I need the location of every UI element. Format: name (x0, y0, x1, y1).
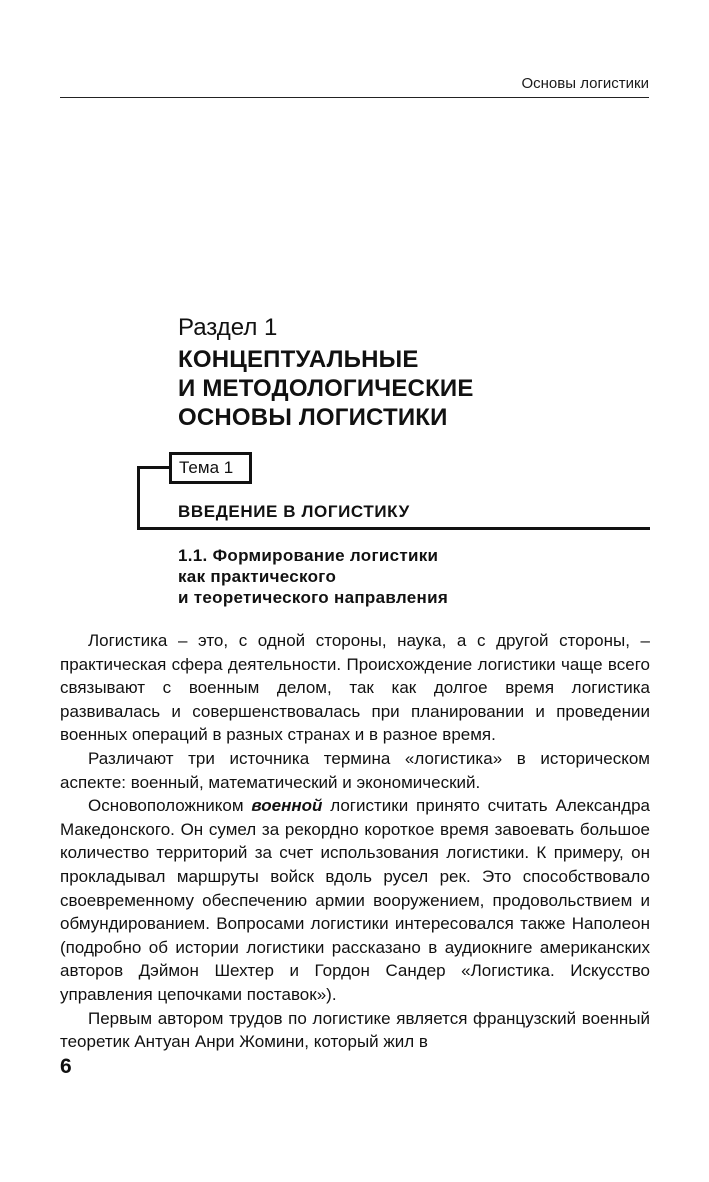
subsection-heading (178, 545, 448, 608)
paragraph: Первым автором трудов по логистике является французский военный теоретик Антуан Анри Жомини, который жил в (60, 1008, 650, 1052)
paragraph-text: логистики принято считать Александра Македонского. Он сумел за рекордно короткое время завоевать большое количество территорий за счет использования логистики. К примеру, он прокладывал маршруты войск вдоль русел рек. Это способствовало своевременному обеспечению армии вооружением, продовольствием и обмундированием. Вопросами логистики интересовался также Наполеон (подробно об истории логистики рассказано в аудиокниге американских авторов Дэймон Шехтер и Гордон Сандер «Логистика. Искусство управления цепочками поставок»). (60, 796, 650, 1004)
subsection-title-line: 1.1. Формирование логистики (178, 546, 439, 565)
section-title-line: ОСНОВЫ ЛОГИСТИКИ (178, 404, 448, 431)
section-heading (178, 313, 474, 432)
body-text (60, 629, 650, 1054)
section-title (178, 345, 474, 432)
emphasis-term: военной (251, 796, 323, 816)
subsection-title-line: как практического (178, 567, 337, 586)
section-title-line: И МЕТОДОЛОГИЧЕСКИЕ (178, 375, 474, 402)
section-title-line: КОНЦЕПТУАЛЬНЫЕ (178, 346, 419, 373)
section-label: Раздел 1 (178, 314, 278, 341)
paragraph: Логистика – это, с одной стороны, наука, а с другой стороны, – практическая сфера деятельности. Происхождение логистики чаще всего связывают с военным делом, так как долгое время логистика развивалась и совершенствовалась при планировании и проведении военных операций в разных странах и в разное время. (60, 631, 650, 745)
paragraph-text: Различают три источника термина «логистика» в историческом аспекте: военный, математический и экономический. (60, 748, 650, 792)
paragraph-text: Основоположником (88, 796, 252, 816)
paragraph (60, 794, 650, 1006)
running-head-title: Основы логистики (521, 75, 649, 92)
header-rule (60, 97, 649, 98)
theme-title: ВВЕДЕНИЕ В ЛОГИСТИКУ (178, 502, 410, 521)
subsection-title-line: и теоретического направления (178, 588, 449, 607)
theme-bracket-top (137, 466, 169, 469)
paragraph (60, 747, 650, 794)
theme-bracket-vertical (137, 466, 140, 530)
theme-label-box: Тема 1 (169, 452, 252, 484)
theme-bracket-bottom-rule (137, 527, 650, 530)
page-number: 6 (60, 1055, 72, 1078)
